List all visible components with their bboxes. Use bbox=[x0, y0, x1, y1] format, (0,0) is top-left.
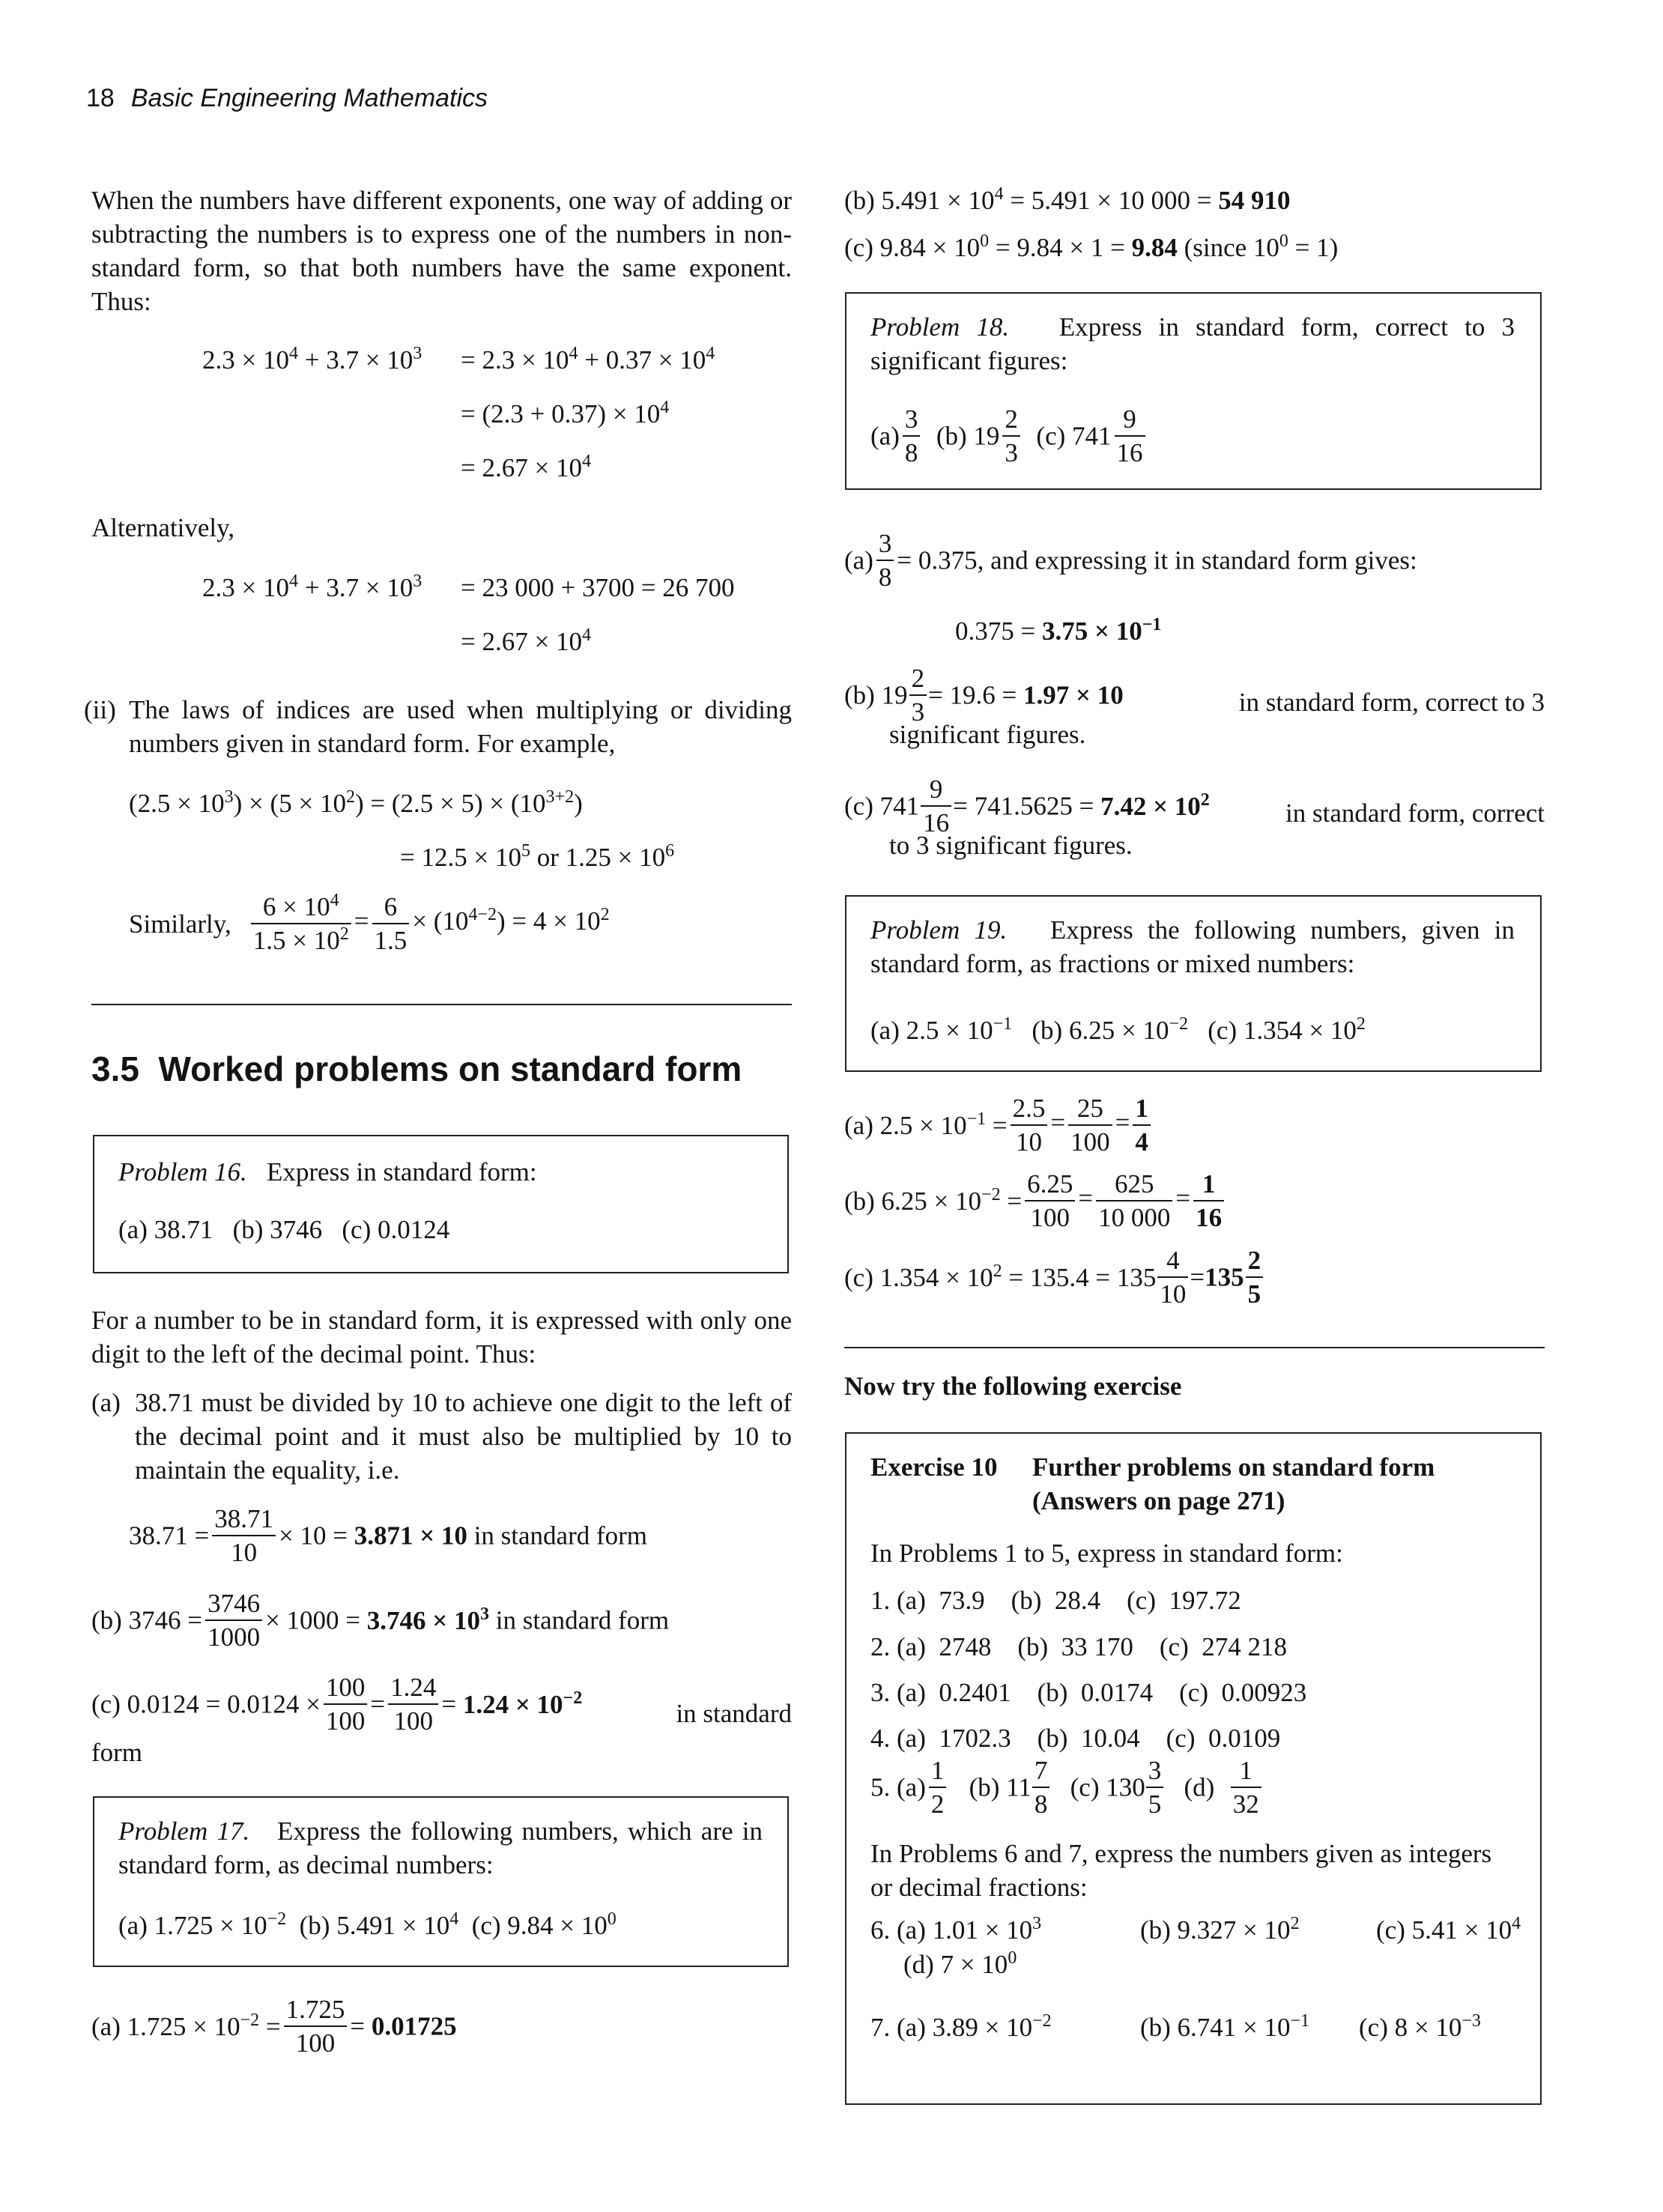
p16-solution-b: (b) 3746 = $\frac{3746}{1000}$ × $1000 = 3.746 \times 10^3$ in standard form bbox=[91, 1589, 670, 1652]
exercise-q5: 5. (a) $\frac{1}{2}$ (b) 11 $\frac{7}{8}$ (c) 130 $\frac{3}{5}$ (d) $\frac{1}{32}$ bbox=[870, 1757, 1264, 1817]
section-divider bbox=[91, 1004, 792, 1005]
book-title: Basic Engineering Mathematics bbox=[130, 84, 488, 112]
exercise-instruction-2: In Problems 6 and 7, express the numbers given as integers or decimal fractions: bbox=[870, 1839, 1492, 1902]
p18-solution-a: (a) $\frac{3}{8}$ = 0.375, and expressing it in standard form gives: bbox=[844, 529, 1417, 592]
p16-solution-c: (c) 0.0124 = 0.0124 × $\frac{100}{100}$ = $\frac{1.24}{100}$ = $1.24 \times 10^{-2}$ in standard form bbox=[91, 1673, 792, 1767]
exercise-answers-ref: (Answers on page 271) bbox=[1032, 1486, 1285, 1515]
p18-solution-a-eq: $0.375 = 3.75 \times 10^{-1}$ bbox=[955, 615, 1162, 646]
section-heading: 3.5 Worked problems on standard form bbox=[91, 1049, 742, 1088]
p19-solution-c: (c) $1.354 \times 10^2 = 135.4 = 135$ $\frac{4}{10}$ =135 $\frac{2}{5}$ bbox=[844, 1247, 1545, 1307]
exercise-heading: Now try the following exercise bbox=[844, 1372, 1182, 1401]
alternatively-label: Alternatively, bbox=[91, 513, 235, 542]
exercise-instruction-1: In Problems 1 to 5, express in standard form: bbox=[870, 1539, 1343, 1568]
page-number: 18 bbox=[86, 84, 115, 112]
page-header bbox=[86, 84, 488, 113]
p19-solution-b: (b) $6.25 \times 10^{-2}$ = $\frac{6.25}{100}$ = $\frac{625}{10 000}$ = $\frac{1}{16}$ bbox=[844, 1171, 1545, 1231]
exercise-title: Further problems on standard form bbox=[1032, 1452, 1435, 1482]
exercise-q4: 4. (a) 1702.3 (b) 10.04 (c) 0.0109 bbox=[870, 1724, 1281, 1753]
p18-solution-c: (c) 741 $\frac{9}{16}$ = $741.5625 = 7.42 \times 10^2$ in standard form, correct to 3 significant figures. bbox=[844, 775, 1545, 860]
p18-solution-b: (b) 19 $\frac{2}{3}$ = 19.6 = 1.97 × 10 in standard form, correct to 3 significant figures. bbox=[844, 664, 1545, 749]
exercise-divider bbox=[844, 1347, 1545, 1348]
p17-solution-a: (a) $1.725 \times 10^{-2}$ = $\frac{1.725}{100}$ = 0.01725 bbox=[91, 1995, 457, 2058]
p16-solution-intro: For a number to be in standard form, it is expressed with only one digit to the left of the decimal point. Thus: bbox=[91, 1306, 792, 1369]
exercise-q3: 3. (a) 0.2401 (b) 0.0174 (c) 0.00923 bbox=[870, 1678, 1307, 1707]
problem-19-box: Problem 19. Express the following numbers, given in standard form, as fractions or mixed numbers: (a) $2.5 \times 10^{-1}$ (b) $6.25 \times 10^{-2}$ (c) $1.354 \times 10^2$ bbox=[845, 895, 1542, 1072]
problem-18-box: Problem 18. Express in standard form, correct to 3 significant figures: (a) $\frac{3}{8}$ (b) 19 $\frac{2}{3}$ (c) 741 $\frac{9}{16}$ bbox=[845, 292, 1542, 490]
p19-solution-a: (a) $2.5 \times 10^{-1}$ = $\frac{2.5}{10}$ = $\frac{25}{100}$ = $\frac{1}{4}$ bbox=[844, 1095, 1545, 1155]
divide-example: Similarly, $\frac{6 \times 10^4}{1.5 \times 10^2}$ = $\frac{6}{1.5}$ × $(10^{4-2}) = 4 \times 10^2$ bbox=[129, 891, 610, 955]
exercise-q2: 2. (a) 2748 (b) 33 170 (c) 274 218 bbox=[870, 1632, 1288, 1661]
p16-solution-a: (a) 38.71 must be divided by 10 to achieve one digit to the left of the decimal point and it must also be multiplied by 10 to maintain the equality, i.e. bbox=[91, 1388, 792, 1485]
p16-solution-a-eq: 38.71 = $\frac{38.71}{10}$ × 10 = 3.871 × 10 in standard form bbox=[129, 1504, 648, 1567]
exercise-label: Exercise 10 bbox=[870, 1452, 998, 1482]
problem-16-box: Problem 16. Express in standard form: (a) 38.71 (b) 3746 (c) 0.0124 bbox=[93, 1135, 789, 1273]
exercise-10-box: Exercise 10 Further problems on standard form (Answers on page 271) In Problems 1 to 5, express in standard form: 1. (a) 73.9 (b) 28.4 (c) 197.72 2. (a) 2748 (b) 33 170 (c) 274 218 3. (a) 0.2401 (b) 0.0174 (c) 0.00923 4. (a) 1702.3 (b) 10.04 (c) 0.0109 5. (a) $\frac{1}{2}$ (b) 11 $\frac{7}{8}$ (c) 130 $\frac{3}{5}$ (d) $\frac{1}{32}$ In Problems 6 and 7, express the numbers given as integers or decimal fractions: 6. (a) $1.01 \times 10^3$ (b) $9.327 \times 10^2$ (c) $5.41 \times 10^4$ (d) $7 \times 10^0$ 7. (a) $3.89 \times 10^{-2}$ (b) $6.741 \times 10^{-1}$ (c) $8 \times 10^{-3}$ bbox=[845, 1432, 1542, 2105]
p17-solution-c: (c) $9.84 \times 10^0 = 9.84 \times 1 = 9.84$ (since $10^0 = 1$) bbox=[844, 231, 1339, 262]
exercise-q1: 1. (a) 73.9 (b) 28.4 (c) 197.72 bbox=[870, 1586, 1241, 1615]
laws-of-indices: (ii) The laws of indices are used when multiplying or dividing numbers given in standard form. For example, bbox=[84, 695, 792, 758]
problem-17-box: Problem 17. Express the following numbers, which are in standard form, as decimal numbers: (a) $1.725 \times 10^{-2}$ (b) $5.491 \times 10^4$ (c) $9.84 \times 10^0$ bbox=[93, 1796, 789, 1967]
p17-solution-b: (b) $5.491 \times 10^4 = 5.491 \times 10$ 000 = 54 910 bbox=[844, 184, 1291, 215]
intro-paragraph: When the numbers have different exponents, one way of adding or subtracting the numbers is to express one of the numbers in non-standard form, so that both numbers have the same exponent. Thus: bbox=[91, 186, 792, 316]
